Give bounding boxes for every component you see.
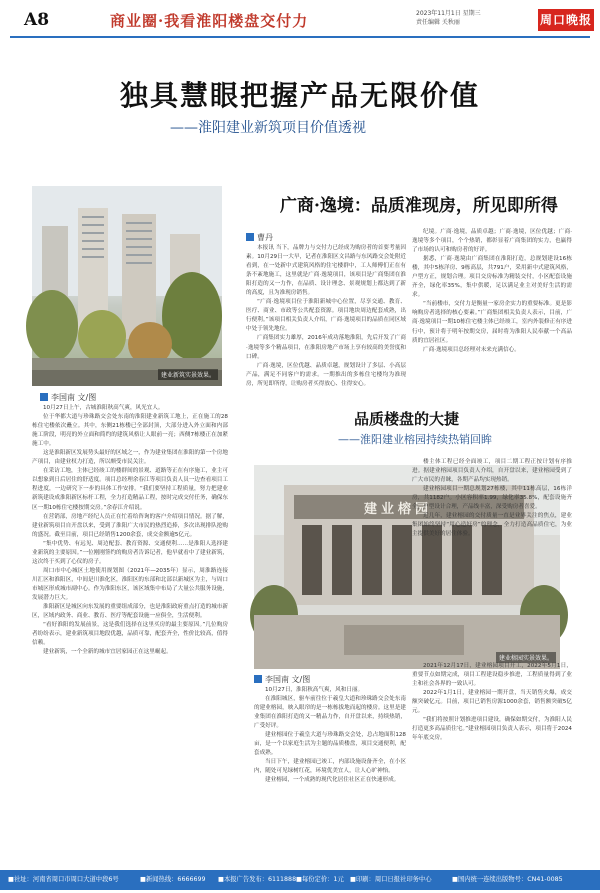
section2-byline [246,232,273,243]
section3-paragraph: 10月27日，淮阳秋高气爽，风和日丽。 [265,687,364,693]
left-paragraph: 位于华都大道与珍珠路交会处东南的淮阳建业新筑工地上，正在施工的28栋住宅楼依次矗立。其中，东侧21栋楼已全部封顶，大部分进入外立面和内部施工阶段，明亮的外立面和简约的建筑风格让人眼前一亮；西侧7栋楼正在加紧施工中。 [32,414,228,448]
left-paragraph: 周口市中心城区土地使用规划图（2021年—2035年）显示，周淮路连接川汇区和淮阳区，中间是川淮化区，淮阳区的东部和北部以新城区为主，与周口市城区形成城市副中心。作为淮阳东区，该区域集中布局了大量公共服务设施，发展潜力巨大。 [32,567,228,601]
left-byline [40,392,96,403]
photo1-illustration [32,186,222,386]
photo-jianye-xinzhu [32,186,222,386]
section2-paragraph: “当前楼市，交付力是衡量一家房企实力的重要标准。更是影响购房者选择的核心要素。”广商集团相关负责人表示，目前，广商·逸境项目一期10栋住宅楼主体已经竣工，室内外装修正有序进行中，预计将于明年按期交房，届时将为淮阳人民奉献一个高品质的宜居社区。 [412,301,572,344]
section2-paragraph: 广商·逸境项目总经理对未来充满信心。 [423,346,520,353]
section2-paragraph: “广商·逸境项目位于淮阳新城中心位置，尽享交通、教育、医疗、商业、市政等公共配套资源。项目地块周边配套成熟，出行便利。”该项目相关负责人介绍，广商·逸境项目的品质在同区域中处于领先地位。 [246,299,406,333]
section3-paragraph: 建业榕园位于羲皇大道与珍珠路交会处，总占地面积128亩，是一个以家庭生活为主题的品质楼盘，项目交通便利，配套成熟。 [254,732,406,757]
left-paragraph: 建业新筑，一个全新的城市宜居家园正在这里崛起。 [43,649,172,656]
main-headline: 独具慧眼把握产品无限价值 [119,79,480,112]
section2-paragraph: 广商集团实力雄厚，2016年成功落地淮阳，先后开发了广商·逸境等多个精品项目，在淮阳房地产市场上享有较高的美誉度和口碑。 [246,335,406,360]
newspaper-logo: 周口晚报 [538,9,594,31]
section-title: 商业圈·我看淮阳楼盘交付力 [110,12,309,30]
section3-paragraph: 建业榕园项目一期总规划27栋楼，其中11栋高层，16栋洋房，共1182户。小区容积率1.99，绿化率35.8%，配套设施齐全，户型设计合理，产品线丰富，深受购房者喜爱。 [412,486,572,511]
header-meta [416,9,481,27]
section2-column-left [246,244,406,387]
section3-column-upper-right [412,458,572,658]
main-subheadline: ——淮阳建业新筑项目价值透视 [170,120,366,136]
section2-paragraph: 广商·逸境，区位优越、品质卓越，规划设计了多层、小高层产品，满足不同客户的需求。一期推出的多栋住宅楼均为准现房，所见即所得，让购房者买得放心、住得安心。 [246,362,406,387]
footer-price: ■每份定价：1元 [296,876,344,883]
photo2-caption: 建业榕园实景效果。 [496,652,556,663]
section2-paragraph: 本报讯 当下，品牌力与交付力已经成为购房者的首要考量因素。10月29日一大早，记者在淮阳区文昌路与东风路交会处附近看到，在一处新中式建筑风格的住宅楼群中，工人师傅们正在有条不紊地施工，这里就是广商·逸境项目，该项目是广商集团在淮阳打造的又一力作，在品质、设计理念、景观规划上都达到了新的高度，且为准现房销售。 [246,245,406,297]
section2-column-right [412,228,572,370]
footer-address: ■社址：河南省周口市周口大道中段6号 [8,876,119,883]
section3-paragraph: 在淮阳城区，驱车前往位于羲皇大道和珍珠路交会处东南的建业榕园，映入眼帘的是一栋栋拔地而起的楼房。这里是建业集团在淮阳打造的又一精品力作，自开盘以来，持续热销，广受好评。 [254,696,406,730]
section3-paragraph: 近几年，建业榕园的交付质量一直是业界关注的焦点，建业集团始终坚持“用心造好房”的理念，全力打造高品质住宅，为业主提供美好的居住体验。 [412,513,572,538]
left-byline-text: 李国南 文/图 [51,393,97,402]
footer-print: ■印刷：周口日报社印务中心 [350,876,432,883]
section3-subheadline: ——淮阳建业榕园持续热销回眸 [338,433,492,446]
left-paragraph: 淮阳新区是城区向东发展的重要组成部分，也是淮阳政府重点打造的城市新区，区域内政务、商业、教育、医疗等配套设施一应俱全，生活便利。 [32,604,228,620]
page-footer [0,870,600,890]
section3-paragraph: 当日下午，建业榕园已竣工，内部设施设备齐全，在小区内，随处可见绿树红花，环境优美宜人，让人心旷神怡。 [254,759,406,775]
page-header [10,6,590,38]
section3-column-lower-middle [254,686,406,864]
page-number: A8 [24,10,50,30]
footer-advert: ■本报广告发布：6111888 [218,876,297,883]
section3-paragraph: 2021年12月17日，建业榕园项目开工，2022年5月1日，重要节点如期完成，项目工程建设稳步推进，工程质量得到了业主和社会各界的一致认可。 [412,663,572,688]
byline-marker [246,233,254,241]
section2-paragraph: 据悉，广商·逸境由广商集团在淮阳打造，总规划建设16栋楼，其中5栋洋房、9栋高层，共791户，采用新中式建筑风格，户型方正，规划合理。项目交房标准为精装交付，小区配套设施齐全，绿化率35%，集中供暖，足以满足业主对美好生活的需求。 [412,256,572,299]
left-paragraph: “集中优势、有远见、周边配套、教育资源、交通便利……是淮阳人选择建业新筑的主要原因。”一位刚刚签约的购房者告诉记者，他早就看中了建业新筑，这次终于买到了心仪的房子。 [32,540,228,565]
issue-date: 2023年11月1日 星期三 [416,10,481,17]
section3-byline-text: 李国南 文/图 [265,675,311,684]
left-paragraph: “看好淮阳的发展前景，这是我们选择在这里买房的最主要原因。”几位购房者纷纷表示，建业新筑项目地段优越，品质可靠，配套齐全，性价比较高，值得信赖。 [32,622,228,647]
section3-paragraph: 2022年1月1日，建业榕园一期开盘，当天销售火爆，成交额突破亿元。目前，项目已销售房源1000余套，销售额突破5亿元。 [412,690,572,715]
section2-paragraph: 纪境。广商·逸境，品质卓越；广商·逸境，区位优越；广商·逸境等多个项目，个个热销，都彰显着广商集团的实力，也赢得了市场的认可和购房者的好评。 [412,229,572,254]
byline-marker [254,675,262,683]
section2-headline: 广商·逸境：品质准现房，所见即所得 [280,196,558,216]
editor-line: 责任编辑 关秋丽 [416,19,460,26]
footer-news-phone: ■新闻热线：6666699 [140,876,206,883]
section3-paragraph: 建业榕园，一个成熟的现代化居住社区正在快速形成。 [265,777,400,784]
left-paragraph: 在采访工地，主体已经竣工的楼群间的景观、道路等正在有序施工，业主可以想象到日后居住的舒适度。项目总经理余春江等项目负责人员一边查看项目工程进度，一边研究下一步的具体工作安排。“我们要坚持工程质量，努力把建业新筑建设成淮阳新区标杆工程，全力打造精品工程，按时完成交付任务，确保东区一期10栋住宅楼按期交房。”余春江介绍说。 [32,468,228,511]
section3-column-lower-right [412,662,572,864]
left-paragraph: 在营销部，房地产经纪人员正在忙着给咨询的客户介绍项目情况。据了解，建业新筑项目自开盘以来，受到了淮阳广大市民的热烈追捧，多次出现排队抢购的盛况。截至目前，项目已经销售1200余套，成交金额逾5亿元。 [32,513,228,538]
photo2-sign: 建业榕园 [364,502,433,517]
left-article-column [32,404,228,864]
section3-headline: 品质楼盘的大捷 [354,410,460,428]
section3-paragraph: 楼主体工程已经全面竣工，项目二期工程正按计划有序推进。据建业榕园项目负责人介绍，自开盘以来，建业榕园受到了广大市民的青睐，各期产品均实现热销。 [412,459,572,484]
footer-code: ■国内统一连续出版物号：CN41-0085 [452,876,563,883]
section3-byline [254,674,310,685]
left-paragraph: 这是淮阳新区发展势头最好的区域之一，作为建业集团在淮阳的第一个房地产项目，由建业权力打造，所以颇受市民关注。 [32,450,228,466]
section3-paragraph: “我们将按照计划推进项目建设，确保如期交付，为淮阳人民打造更多高品质住宅。”建业榕园项目负责人表示，项目将于2024年年底交房。 [412,717,572,742]
photo1-caption: 建业新筑实景效果。 [158,369,218,380]
byline-marker [40,393,48,401]
left-paragraph: 10月27日上午，古城淮阳秋高气爽，风光宜人。 [43,405,164,411]
section2-byline-text: 曹丹 [257,233,273,242]
